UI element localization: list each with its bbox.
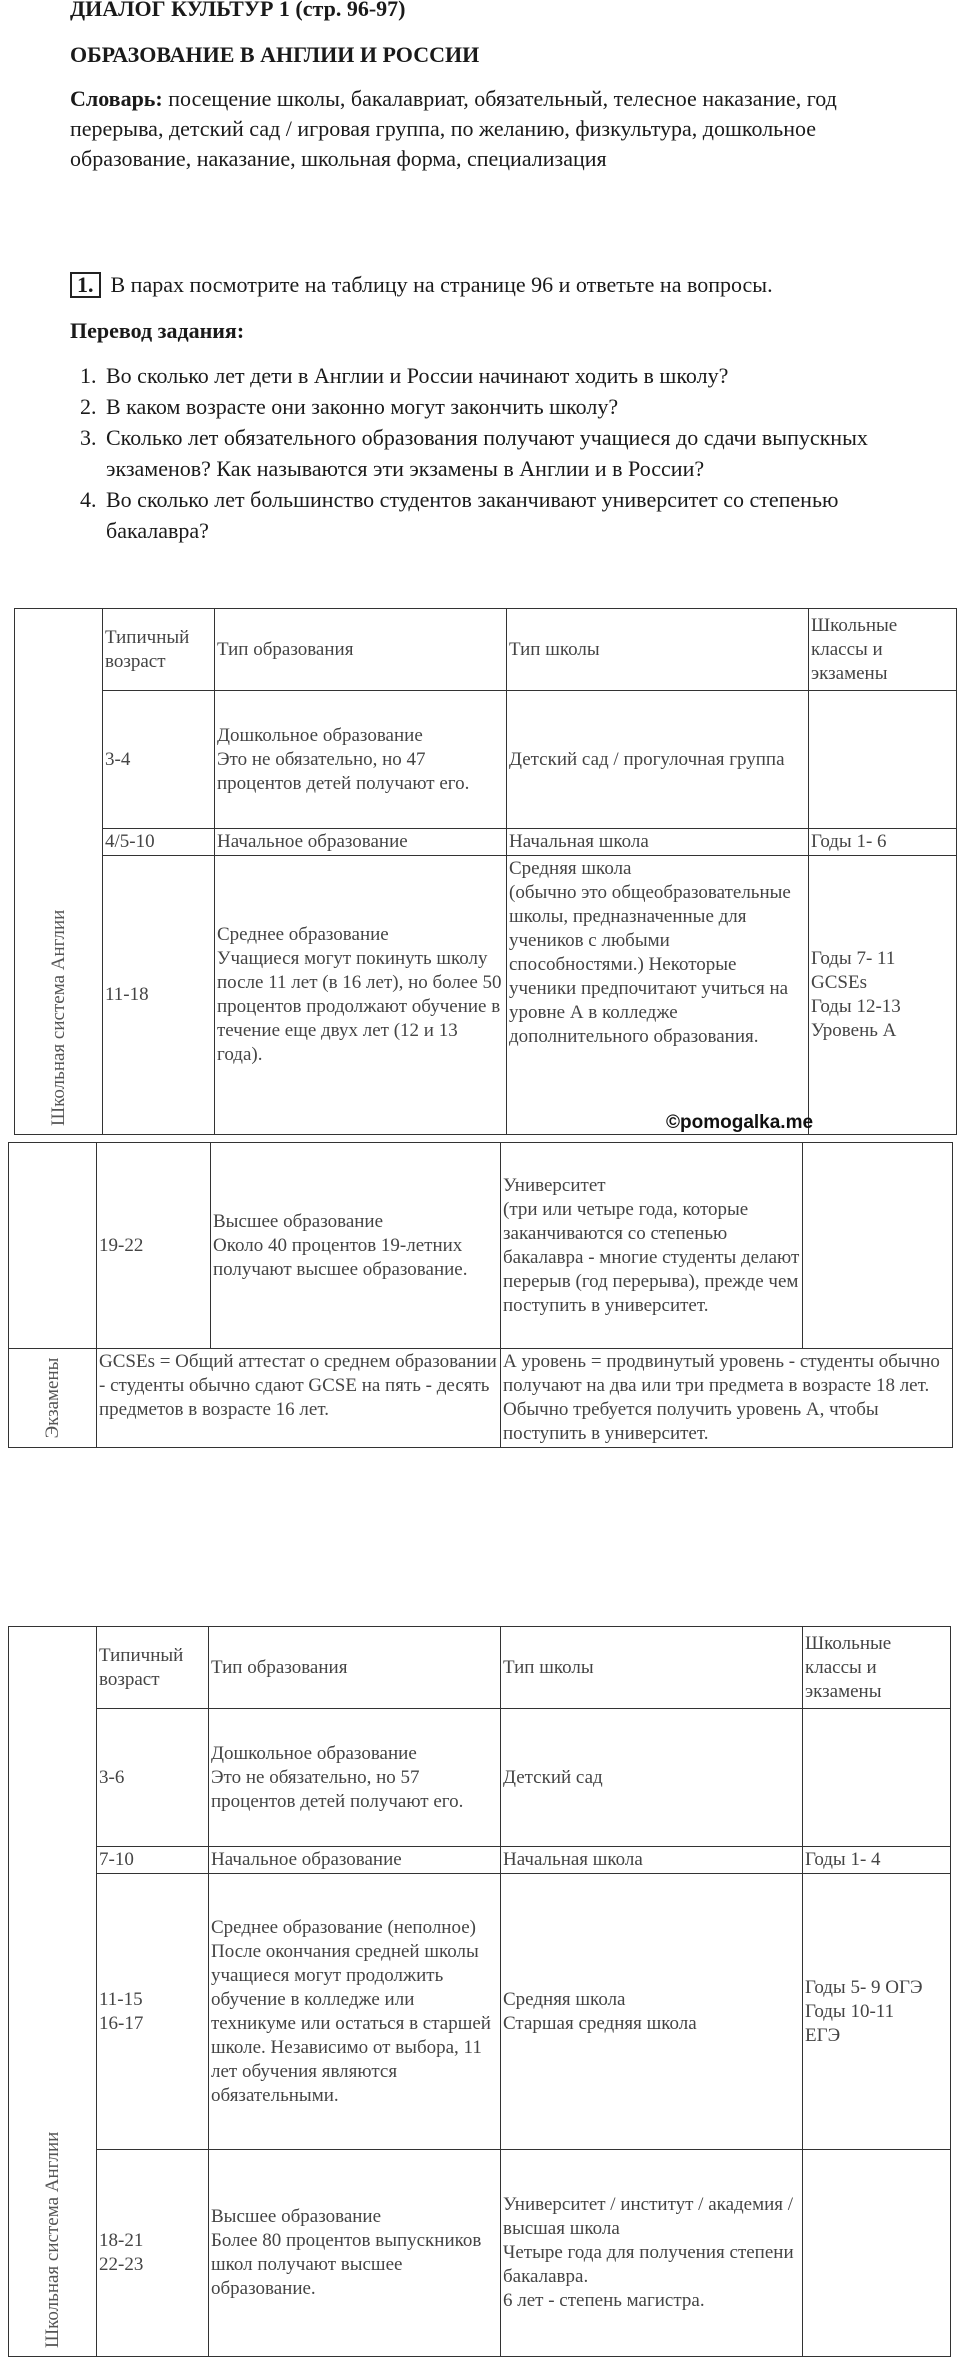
table-cell: Средняя школа (обычно это общеобразовательные школы, предназначенные для учеников с любыми способностями.) Некоторые ученики предпочитают учиться на уровне А в колледже дополнительного образования.	[507, 856, 809, 1135]
table-row	[15, 691, 957, 829]
side-label-cell	[15, 609, 103, 1135]
table-cell	[803, 1709, 951, 1847]
table-row	[9, 1709, 951, 1847]
vocab-label: Словарь:	[70, 86, 163, 111]
table-cell: 3-4	[103, 691, 215, 829]
watermark: ©pomogalka.me	[666, 1112, 814, 1133]
side-label: Школьная система Англии	[47, 909, 69, 1126]
question-item: 1. Во сколько лет дети в Англии и России начинают ходить в школу?	[102, 360, 870, 391]
table-row	[9, 1847, 951, 1874]
header-cell: Тип образования	[209, 1627, 501, 1709]
header-cell: Тип образования	[215, 609, 507, 691]
table-cell: Университет / институт / академия / высшая школа Четыре года для получения степени бакалавра. 6 лет - степень магистра.	[501, 2150, 803, 2357]
table-cell: 11-15 16-17	[97, 1874, 209, 2150]
table-cell: 18-21 22-23	[97, 2150, 209, 2357]
table-header-row	[15, 609, 957, 691]
table-cell: Детский сад	[501, 1709, 803, 1847]
england-table-continued	[8, 1142, 953, 1448]
table-cell: Начальное образование	[209, 1847, 501, 1874]
header-cell: Школьные классы и экзамены	[803, 1627, 951, 1709]
table-cell: Начальное образование	[215, 829, 507, 856]
table-cell: Высшее образование Около 40 процентов 19-летних получают высшее образование.	[211, 1143, 501, 1349]
header-cell: Школьные классы и экзамены	[809, 609, 957, 691]
side-label: Школьная система Англии	[41, 2131, 63, 2348]
exams-right-cell: А уровень = продвинутый уровень - студенты обычно получают на два или три предмета в возрасте 18 лет. Обычно требуется получить уровень А, чтобы поступить в университет.	[501, 1349, 953, 1448]
table-cell: 11-18	[103, 856, 215, 1135]
vocabulary	[70, 84, 890, 174]
table-cell: Среднее образование Учащиеся могут покинуть школу после 11 лет (в 16 лет), но более 50 процентов продолжают обучение в течение еще двух лет (12 и 13 года).	[215, 856, 507, 1135]
table-row	[15, 856, 957, 1135]
table-cell: Среднее образование (неполное) После окончания средней школы учащиеся могут продолжить обучение в колледже или техникуме или остаться в старшей школе. Независимо от выбора, 11 лет обучения являются обязательными.	[209, 1874, 501, 2150]
side-label-cell	[9, 1143, 97, 1349]
exams-left-cell: GCSEs = Общий аттестат о среднем образовании - студенты обычно сдают GCSE на пять - десять предметов в возрасте 16 лет.	[97, 1349, 501, 1448]
table-row	[9, 1143, 953, 1349]
question-list	[70, 360, 870, 546]
table-cell: Средняя школа Старшая средняя школа	[501, 1874, 803, 2150]
question-item: 4. Во сколько лет большинство студентов заканчивают университет со степенью бакалавра?	[102, 484, 870, 546]
table-cell: Начальная школа	[501, 1847, 803, 1874]
table-cell: Годы 1- 4	[803, 1847, 951, 1874]
header-cell: Тип школы	[501, 1627, 803, 1709]
table-cell: Высшее образование Более 80 процентов выпускников школ получают высшее образование.	[209, 2150, 501, 2357]
table-cell: 19-22	[97, 1143, 211, 1349]
table-cell: Университет (три или четыре года, которые заканчиваются со степенью бакалавра - многие студенты делают перерыв (год перерыва), прежде чем поступить в университет.	[501, 1143, 803, 1349]
exams-label: Экзамены	[41, 1357, 63, 1439]
vocab-text: посещение школы, бакалавриат, обязательный, телесное наказание, год перерыва, детский сад / игровая группа, по желанию, физкультура, дошкольное образование, наказание, школьная форма, специализация	[70, 86, 837, 171]
table-header-row	[9, 1627, 951, 1709]
header-cell: Тип школы	[507, 609, 809, 691]
table-row	[9, 2150, 951, 2357]
table-row	[9, 1874, 951, 2150]
task-number: 1.	[70, 272, 101, 298]
table-cell: 7-10	[97, 1847, 209, 1874]
question-item: 2. В каком возрасте они законно могут закончить школу?	[102, 391, 870, 422]
england-table	[14, 608, 957, 1135]
table-cell: Начальная школа	[507, 829, 809, 856]
table-cell: Детский сад / прогулочная группа	[507, 691, 809, 829]
table-cell: 4/5-10	[103, 829, 215, 856]
table-cell: Годы 5- 9 ОГЭ Годы 10-11 ЕГЭ	[803, 1874, 951, 2150]
exams-label-cell	[9, 1349, 97, 1448]
table-cell: Дошкольное образование Это не обязательно, но 57 процентов детей получают его.	[209, 1709, 501, 1847]
header-cell: Типичный возраст	[97, 1627, 209, 1709]
table-cell	[809, 691, 957, 829]
page-subtitle: ОБРАЗОВАНИЕ В АНГЛИИ И РОССИИ	[70, 42, 480, 67]
side-label-cell	[9, 1627, 97, 2357]
table-row	[15, 829, 957, 856]
table-cell: Годы 1- 6	[809, 829, 957, 856]
translation-heading: Перевод задания:	[70, 318, 245, 343]
table-cell: 3-6	[97, 1709, 209, 1847]
table-cell	[803, 1143, 953, 1349]
task-text: В парах посмотрите на таблицу на странице 96 и ответьте на вопросы.	[110, 272, 773, 297]
question-item: 3. Сколько лет обязательного образования получают учащиеся до сдачи выпускных экзаменов? Как называются эти экзамены в Англии и в России?	[102, 422, 870, 484]
table-cell: Годы 7- 11 GCSEs Годы 12-13 Уровень А	[809, 856, 957, 1135]
table-cell	[803, 2150, 951, 2357]
task-line	[70, 272, 773, 298]
exams-row	[9, 1349, 953, 1448]
page-title: ДИАЛОГ КУЛЬТУР 1 (стр. 96-97)	[70, 0, 406, 21]
table-cell: Дошкольное образование Это не обязательно, но 47 процентов детей получают его.	[215, 691, 507, 829]
header-cell: Типичный возраст	[103, 609, 215, 691]
russia-table	[8, 1626, 951, 2357]
